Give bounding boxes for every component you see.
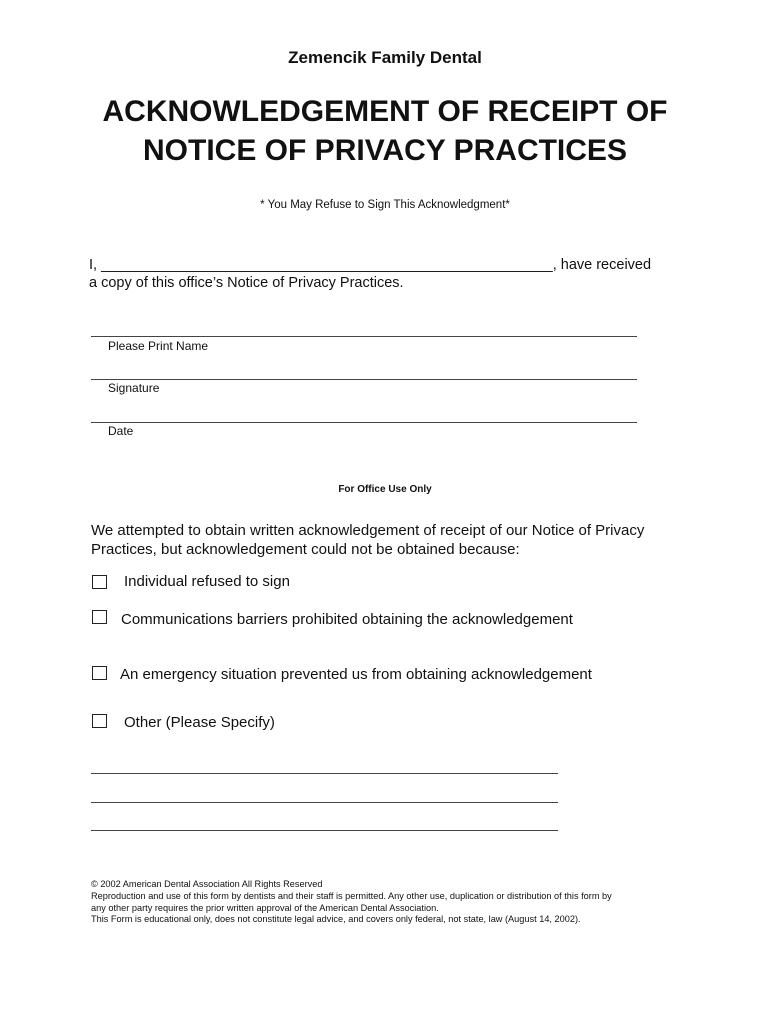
communication-barrier-checkbox[interactable] bbox=[92, 610, 107, 624]
reproduction-notice-line-1: Reproduction and use of this form by dentists and their staff is permitted. Any other use, duplication or distribution of this form by bbox=[91, 891, 612, 901]
acknowledgement-line-2: a copy of this office’s Notice of Privacy Practices. bbox=[89, 275, 404, 291]
date-line[interactable] bbox=[91, 422, 637, 423]
refused-option-label: Individual refused to sign bbox=[124, 573, 290, 590]
form-title bbox=[0, 92, 770, 170]
other-specify-line-2[interactable] bbox=[91, 802, 558, 803]
copyright-notice: © 2002 American Dental Association All Rights Reserved bbox=[91, 879, 323, 889]
emergency-option-label: An emergency situation prevented us from obtaining acknowledgement bbox=[120, 666, 592, 683]
office-use-intro-line-1: We attempted to obtain written acknowledgement of receipt of our Notice of Privacy bbox=[91, 522, 645, 539]
refused-checkbox[interactable] bbox=[92, 575, 107, 589]
practice-name: Zemencik Family Dental bbox=[288, 48, 482, 67]
other-option-label: Other (Please Specify) bbox=[124, 714, 275, 731]
refuse-note: * You May Refuse to Sign This Acknowledgment* bbox=[260, 199, 510, 211]
communication-barrier-option-label: Communications barriers prohibited obtaining the acknowledgement bbox=[121, 611, 573, 628]
reproduction-notice-line-2: any other party requires the prior written approval of the American Dental Association. bbox=[91, 903, 439, 913]
emergency-checkbox[interactable] bbox=[92, 666, 107, 680]
office-use-heading: For Office Use Only bbox=[338, 484, 432, 495]
signature-line[interactable] bbox=[91, 379, 637, 380]
form-title-line-2: NOTICE OF PRIVACY PRACTICES bbox=[143, 134, 627, 167]
patient-name-blank[interactable]: ________________________________________________________ bbox=[101, 257, 553, 273]
other-specify-line-1[interactable] bbox=[91, 773, 558, 774]
print-name-line[interactable] bbox=[91, 336, 637, 337]
signature-label: Signature bbox=[108, 381, 160, 395]
acknowledgement-prefix: I, bbox=[89, 257, 102, 273]
office-use-intro-line-2: Practices, but acknowledgement could not be obtained because: bbox=[91, 541, 520, 558]
acknowledgement-line-1 bbox=[89, 257, 651, 273]
disclaimer-notice: This Form is educational only, does not constitute legal advice, and covers only federal, not state, law (August 14, 2002). bbox=[91, 914, 581, 924]
acknowledgement-suffix: , have received bbox=[552, 257, 652, 273]
other-checkbox[interactable] bbox=[92, 714, 107, 728]
print-name-label: Please Print Name bbox=[108, 339, 209, 353]
form-title-line-1: ACKNOWLEDGEMENT OF RECEIPT OF bbox=[102, 95, 668, 128]
date-label: Date bbox=[108, 424, 134, 438]
other-specify-line-3[interactable] bbox=[91, 830, 558, 831]
